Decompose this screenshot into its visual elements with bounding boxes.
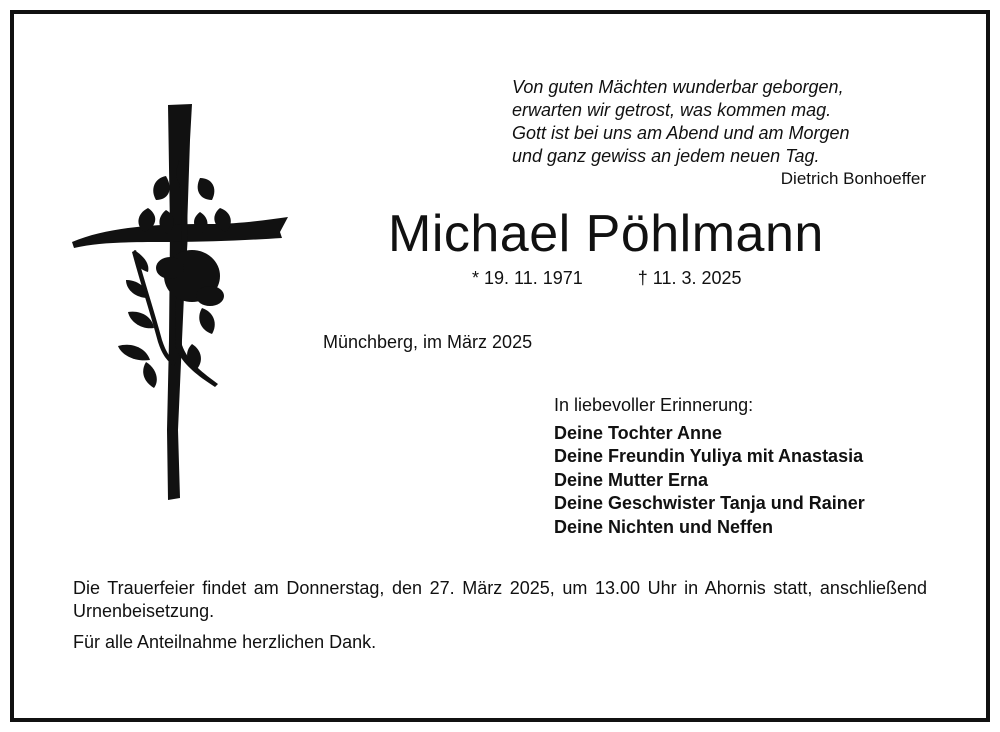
poem-line: Von guten Mächten wunderbar geborgen, <box>512 77 844 97</box>
life-dates <box>472 266 742 290</box>
death-date: † 11. 3. 2025 <box>637 268 742 288</box>
poem-author: Dietrich Bonhoeffer <box>780 169 926 188</box>
place-and-date: Münchberg, im März 2025 <box>323 332 533 352</box>
mourners-block <box>554 394 865 539</box>
poem-line: erwarten wir getrost, was kommen mag. <box>512 100 832 120</box>
cross-with-rose-icon <box>70 100 292 504</box>
mourner-name: Deine Mutter Erna <box>554 469 709 490</box>
funeral-notice: Die Trauerfeier findet am Donnerstag, den 27. März 2025, um 13.00 Uhr in Ahornis statt, anschließend Urnenbeisetzung. <box>73 578 927 621</box>
mourners-intro: In liebevoller Erinnerung: <box>554 395 754 415</box>
birth-date: * 19. 11. 1971 <box>472 268 583 288</box>
poem-line: Gott ist bei uns am Abend und am Morgen <box>512 123 850 143</box>
mourner-name: Deine Geschwister Tanja und Rainer <box>554 493 865 513</box>
mourner-name: Deine Freundin Yuliya mit Anastasia <box>554 446 864 466</box>
mourner-name: Deine Tochter Anne <box>554 422 723 443</box>
deceased-name: Michael Pöhlmann <box>388 205 824 263</box>
poem <box>512 76 932 168</box>
thanks-text: Für alle Anteilnahme herzlichen Dank. <box>73 632 377 652</box>
poem-line: und ganz gewiss an jedem neuen Tag. <box>512 146 820 166</box>
mourner-name: Deine Nichten und Neffen <box>554 516 774 537</box>
